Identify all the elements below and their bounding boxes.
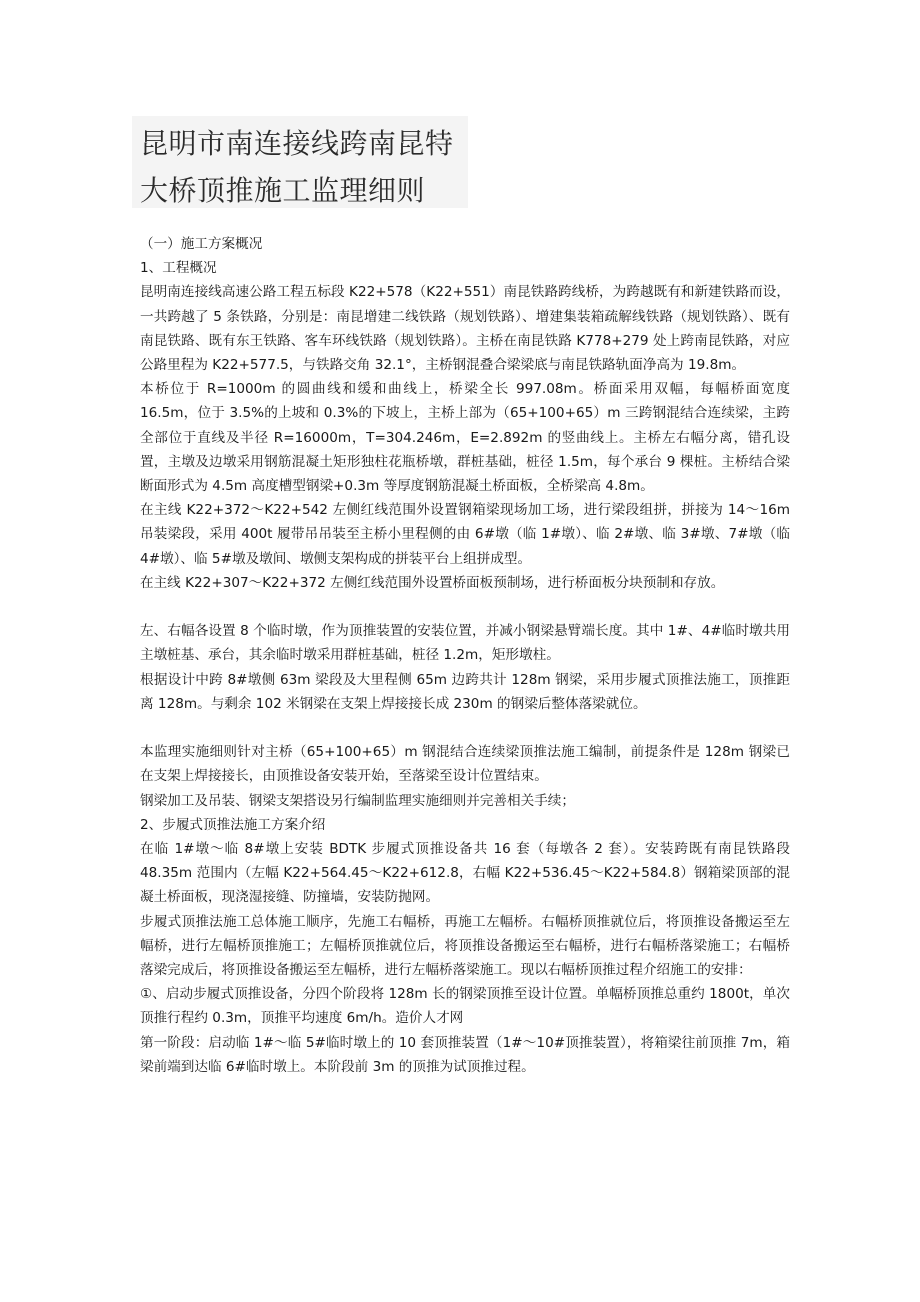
paragraph: 在主线 K22+372～K22+542 左侧红线范围外设置钢箱梁现场加工场，进行梁段组拼，拼接为 14～16m 吊装梁段，采用 400t 履带吊吊装至主桥小里程侧的由 6#墩（临 1#墩）、临 2#墩、临 3#墩、7#墩（临 4#墩）、临 5#墩及墩间、墩侧支架构成的拼装平台上组拼成型。 xyxy=(140,502,790,567)
paragraph: ①、启动步履式顶推设备，分四个阶段将 128m 长的钢梁顶推至设计位置。单幅桥顶推总重约 1800t，单次顶推行程约 0.3m，顶推平均速度 6m/h。造价人才网 xyxy=(140,986,790,1027)
paragraph: 本监理实施细则针对主桥（65+100+65）m 钢混结合连续梁顶推法施工编制，前提条件是 128m 钢梁已在支架上焊接接长，由顶推设备安装开始，至落梁至设计位置结束。 xyxy=(140,744,790,785)
paragraph: 第一阶段：启动临 1#～临 5#临时墩上的 10 套顶推装置（1#～10#顶推装置），将箱梁往前顶推 7m，箱梁前端到达临 6#临时墩上。本阶段前 3m 的顶推为试顶推过程。 xyxy=(140,1034,790,1075)
paragraph: 步履式顶推法施工总体施工顺序，先施工右幅桥，再施工左幅桥。右幅桥顶推就位后，将顶推设备搬运至左幅桥，进行左幅桥顶推施工；左幅桥顶推就位后，将顶推设备搬运至右幅桥，进行右幅桥落梁施工；右幅桥落梁完成后，将顶推设备搬运至左幅桥，进行左幅桥落梁施工。现以右幅桥顶推过程介绍施工的安排： xyxy=(140,913,790,979)
paragraph: 昆明南连接线高速公路工程五标段 K22+578（K22+551）南昆铁路跨线桥，为跨越既有和新建铁路而设，一共跨越了 5 条铁路，分别是：南昆增建二线铁路（规划铁路）、增建集装箱疏解线铁路（规划铁路）、既有南昆铁路、既有东王铁路、客车环线铁路（规划铁路）。主桥在南昆铁路 K778+279 处上跨南昆铁路，对应公路里程为 K22+577.5，与铁路交角 32.1°，主桥钢混叠合梁梁底与南昆铁路轨面净高为 19.8m。 xyxy=(140,284,790,374)
document-title xyxy=(132,116,468,208)
paragraph: 本桥位于 R=1000m 的圆曲线和缓和曲线上，桥梁全长 997.08m。桥面采用双幅，每幅桥面宽度 16.5m，位于 3.5%的上坡和 0.3%的下坡上，主桥上部为（65+100+65）m 三跨钢混结合连续梁，主跨全部位于直线及半径 R=16000m，T=304.246m，E=2.892m 的竖曲线上。主桥左右幅分离，错孔设置，主墩及边墩采用钢筋混凝土矩形独柱花瓶桥墩，群桩基础，桩径 1.5m，每个承台 9 棵桩。主桥结合梁断面形式为 4.5m 高度槽型钢梁+0.3m 等厚度钢筋混凝土桥面板，全桥梁高 4.8m。 xyxy=(140,381,790,495)
paragraph: 钢梁加工及吊装、钢梁支架搭设另行编制监理实施细则并完善相关手续； xyxy=(140,792,575,809)
paragraph: 在主线 K22+307～K22+372 左侧红线范围外设置桥面板预制场，进行桥面板分块预制和存放。 xyxy=(140,574,725,591)
blank-line xyxy=(140,716,790,740)
subsection-heading: 1、工程概况 xyxy=(140,260,217,277)
paragraph: 左、右幅各设置 8 个临时墩，作为顶推装置的安装位置，并减小钢梁悬臂端长度。其中 1#、4#临时墩共用主墩桩基、承台，其余临时墩采用群桩基础，桩径 1.2m，矩形墩柱。 xyxy=(140,623,790,664)
title-line-1: 昆明市南连接线跨南昆特 xyxy=(140,127,454,160)
paragraph: 根据设计中跨 8#墩侧 63m 梁段及大里程侧 65m 边跨共计 128m 钢梁，采用步履式顶推法施工，顶推距离 128m。与剩余 102 米钢梁在支架上焊接接长成 230m 的钢梁后整体落梁就位。 xyxy=(140,671,790,712)
document-body xyxy=(140,232,790,1079)
subsection-heading: 2、步履式顶推法施工方案介绍 xyxy=(140,816,326,833)
section-heading: （一）施工方案概况 xyxy=(140,236,263,252)
title-line-2: 大桥顶推施工监理细则 xyxy=(140,174,426,207)
paragraph: 在临 1#墩～临 8#墩上安装 BDTK 步履式顶推设备共 16 套（每墩各 2 套）。安装跨既有南昆铁路段 48.35m 范围内（左幅 K22+564.45～K22+612.8，右幅 K22+536.45～K22+584.8）钢箱梁顶部的混凝土桥面板，现浇湿接缝、防撞墙，安装防抛网。 xyxy=(140,841,790,906)
blank-line xyxy=(140,595,790,619)
